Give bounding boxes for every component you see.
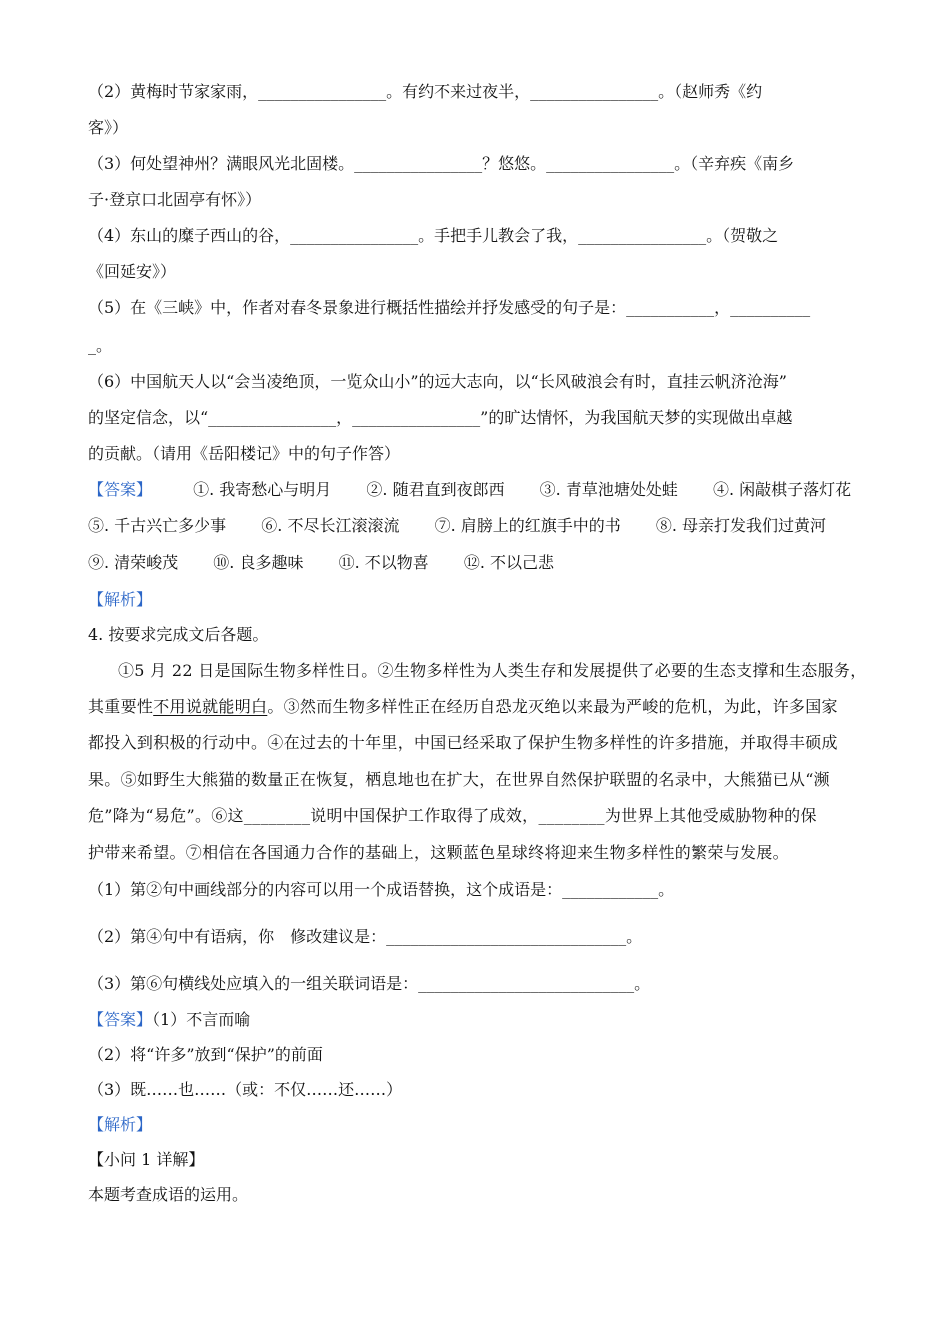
passage-line <box>88 697 838 717</box>
answer-row <box>88 553 554 573</box>
passage-text: 其重要性 <box>88 697 154 716</box>
text-line: 的坚定信念，以“________________，________________”的旷达情怀，为我国航天梦的实现做出卓越 <box>88 408 793 427</box>
answer-item: ⑩. 良多趣味 <box>213 553 304 572</box>
passage-line: ①5 月 22 日是国际生物多样性日。②生物多样性为人类生存和发展提供了必要的生态支撑和生态服务， <box>118 661 867 680</box>
sub-question: （2）第④句中有语病，你 修改建议是：______________________________。 <box>88 927 643 946</box>
answer-tag: 【答案】 <box>88 1010 153 1029</box>
text-line: （4）东山的糜子西山的谷，________________。手把手儿教会了我，________________。（贺敬之 <box>88 226 779 245</box>
answer-item: ⑨. 清荣峻茂 <box>88 553 179 572</box>
answer-item: ⑤. 千古兴亡多少事 <box>88 516 227 535</box>
passage-line: 护带来希望。⑦相信在各国通力合作的基础上，这颗蓝色星球终将迎来生物多样性的繁荣与发展。 <box>88 843 789 862</box>
answer-line: （3）既……也……（或：不仅……还……） <box>88 1080 403 1099</box>
text-line: 子·登京口北固亭有怀》） <box>88 190 262 209</box>
question-title: 4. 按要求完成文后各题。 <box>88 625 269 644</box>
answer-item: ②. 随君直到夜郎西 <box>366 480 505 499</box>
answer-item: ③. 青草池塘处处蛙 <box>539 480 678 499</box>
text-line: 的贡献。（请用《岳阳楼记》中的句子作答） <box>88 444 401 463</box>
text-line: （5）在《三峡》中，作者对春冬景象进行概括性描绘并抒发感受的句子是：___________，__________ <box>88 298 811 317</box>
answer-line: （2）将“许多”放到“保护”的前面 <box>88 1045 323 1064</box>
text-line: （6）中国航天人以“会当凌绝顶，一览众山小”的远大志向，以“长风破浪会有时，直挂云帆济沧海” <box>88 372 787 391</box>
underlined-phrase: 不用说就能明白 <box>153 697 268 716</box>
text-line: 客》） <box>88 118 129 137</box>
answer-item: ①. 我寄愁心与明月 <box>193 480 332 499</box>
answer-item: ⑫. 不以己悲 <box>463 553 555 572</box>
answer-line <box>88 1010 250 1030</box>
answer-item: ④. 闲敲棋子落灯花 <box>712 480 852 499</box>
detail-title: 【小问 1 详解】 <box>88 1150 205 1169</box>
text-line: _。 <box>88 336 113 355</box>
sub-question: （1）第②句中画线部分的内容可以用一个成语替换，这个成语是：____________。 <box>88 880 675 899</box>
passage-text: 。③然而生物多样性正在经历自恐龙灭绝以来最为严峻的危机，为此，许多国家 <box>267 697 838 716</box>
detail-text: 本题考查成语的运用。 <box>88 1185 249 1204</box>
answer-item: ⑪. 不以物喜 <box>338 553 429 572</box>
text-line: （2）黄梅时节家家雨，________________。有约不来过夜半，________________。（赵师秀《约 <box>88 82 763 101</box>
passage-line: 果。⑤如野生大熊猫的数量正在恢复，栖息地也在扩大，在世界自然保护联盟的名录中，大熊猫已从“濒 <box>88 770 830 789</box>
sub-question: （3）第⑥句横线处应填入的一组关联词语是：___________________________。 <box>88 974 651 993</box>
analysis-tag: 【解析】 <box>88 590 153 609</box>
answer-text: （1）不言而喻 <box>152 1010 251 1029</box>
answer-item: ⑧. 母亲打发我们过黄河 <box>655 516 827 535</box>
answer-row <box>88 480 851 500</box>
passage-line: 危”降为“易危”。⑥这________说明中国保护工作取得了成效，________为世界上其他受威胁物种的保 <box>88 806 817 825</box>
answer-item: ⑥. 不尽长江滚滚流 <box>261 516 400 535</box>
answer-row <box>88 516 826 536</box>
passage-line: 都投入到积极的行动中。④在过去的十年里，中国已经采取了保护生物多样性的许多措施，并取得丰硕成 <box>88 733 838 752</box>
text-line: （3）何处望神州？满眼风光北固楼。________________？悠悠。________________。（辛弃疾《南乡 <box>88 154 795 173</box>
text-line: 《回延安》） <box>88 262 177 281</box>
answer-tag: 【答案】 <box>88 480 153 499</box>
analysis-tag: 【解析】 <box>88 1115 153 1134</box>
answer-item: ⑦. 肩膀上的红旗手中的书 <box>434 516 621 535</box>
